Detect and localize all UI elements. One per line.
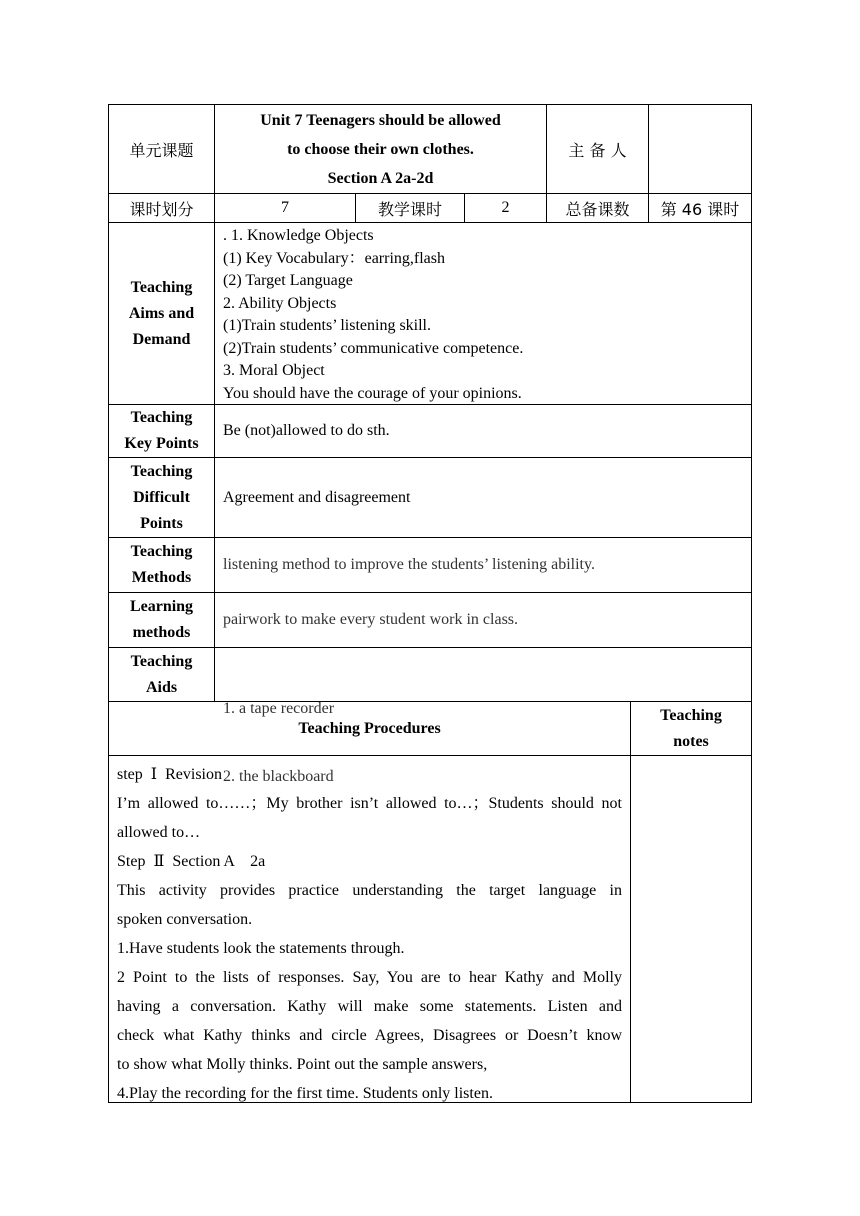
unit-title-line1: Unit 7 Teenagers should be allowed (260, 111, 501, 129)
notes-heading-line2: notes (673, 732, 709, 750)
aims-line: (1) Key Vocabulary：earring,flash (223, 249, 446, 267)
difficult-points-text: Agreement and disagreement (223, 488, 411, 506)
aims-line: 3. Moral Object (223, 362, 325, 379)
notes-heading-cell (630, 701, 752, 756)
key-points-text: Be (not)allowed to do sth. (223, 422, 390, 439)
procedure-line: check what Kathy thinks and circle Agrees, Disagrees or Doesn’t know (117, 1027, 622, 1044)
preparer-value-cell (648, 104, 752, 194)
aims-label-line3: Demand (132, 330, 191, 348)
aims-line: (2) Target Language (223, 272, 353, 289)
teaching-methods-label-line1: Teaching (130, 543, 193, 560)
teaching-methods-text: listening method to improve the students’ listening ability. (223, 556, 595, 573)
procedure-line: I’m allowed to……；My brother isn’t allowed to…；Students should not (117, 795, 622, 812)
aids-label-cell (108, 647, 215, 702)
learning-methods-label-cell (108, 592, 215, 648)
notes-body-cell (630, 755, 752, 1103)
aims-content-cell (214, 222, 752, 405)
difficult-points-cell (214, 457, 752, 538)
notes-heading-line1: Teaching (660, 706, 722, 724)
learning-methods-text: pairwork to make every student work in class. (223, 611, 519, 628)
difficult-label-line3: Points (140, 514, 183, 532)
difficult-points-label-cell (108, 457, 215, 538)
aims-line: (1)Train students’ listening skill. (223, 317, 431, 334)
unit-label: 单元课题 (129, 140, 194, 160)
aims-line: (2)Train students’ communicative competence. (223, 339, 524, 357)
aims-label-line1: Teaching (130, 278, 193, 296)
teaching-methods-cell (214, 537, 752, 593)
procedure-line: Step Ⅱ Section A 2a (117, 853, 266, 870)
preparer-label: 主 备 人 (568, 140, 627, 160)
period-value: 7 (281, 199, 289, 216)
procedure-line: allowed to… (117, 824, 201, 841)
key-points-label-cell (108, 404, 215, 458)
learning-methods-cell (214, 592, 752, 648)
total-label: 总备课数 (565, 199, 630, 219)
period-label-cell (108, 193, 215, 223)
learning-methods-label-line1: Learning (129, 598, 194, 615)
procedure-line: 2 Point to the lists of responses. Say, You are to hear Kathy and Molly (117, 969, 622, 986)
aims-line: 2. Ability Objects (223, 294, 337, 312)
aids-label-line1: Teaching (130, 652, 193, 670)
procedure-line: 4.Play the recording for the first time. Students only listen. (117, 1085, 493, 1102)
aims-line: You should have the courage of your opinions. (223, 384, 522, 402)
unit-title-line3: Section A 2a-2d (327, 169, 434, 187)
lesson-label: 教学课时 (377, 199, 442, 219)
period-value-cell (214, 193, 356, 223)
total-value-cell (648, 193, 752, 223)
lesson-label-cell (355, 193, 465, 223)
preparer-label-cell (546, 104, 649, 194)
lesson-value: 2 (501, 199, 510, 216)
procedures-heading-cell (108, 701, 631, 756)
lesson-value-cell (464, 193, 547, 223)
key-points-label-line2: Key Points (124, 435, 199, 452)
procedure-line: step Ⅰ Revision (117, 766, 222, 783)
unit-title-line2: to choose their own clothes. (287, 140, 474, 158)
procedure-line: 1.Have students look the statements through. (117, 940, 405, 957)
aids-item: 2. the blackboard (223, 767, 334, 785)
procedures-heading: Teaching Procedures (298, 719, 441, 737)
key-points-label-line1: Teaching (130, 409, 193, 426)
learning-methods-label-line2: methods (132, 624, 191, 641)
aims-line: . 1. Knowledge Objects (223, 227, 374, 244)
teaching-methods-label-cell (108, 537, 215, 593)
procedure-line: having a conversation. Kathy will make some statements. Listen and (117, 998, 622, 1015)
period-label: 课时划分 (129, 199, 194, 219)
procedure-line: This activity provides practice understanding the target language in (117, 882, 622, 899)
key-points-cell (214, 404, 752, 458)
difficult-label-line2: Difficult (133, 488, 190, 506)
teaching-methods-label-line2: Methods (131, 569, 192, 586)
total-label-cell (546, 193, 649, 223)
unit-title-cell (214, 104, 547, 194)
procedures-body-cell (108, 755, 631, 1103)
total-value: 第 46 课时 (660, 199, 740, 219)
unit-label-cell (108, 104, 215, 194)
difficult-label-line1: Teaching (130, 462, 193, 480)
procedure-line: to show what Molly thinks. Point out the sample answers, (117, 1056, 488, 1073)
aids-label-line2: Aids (145, 678, 178, 696)
aims-label-cell (108, 222, 215, 405)
procedure-line: spoken conversation. (117, 911, 253, 928)
aims-label-line2: Aims and (128, 304, 195, 322)
aids-item: 1. a tape recorder (223, 700, 335, 717)
